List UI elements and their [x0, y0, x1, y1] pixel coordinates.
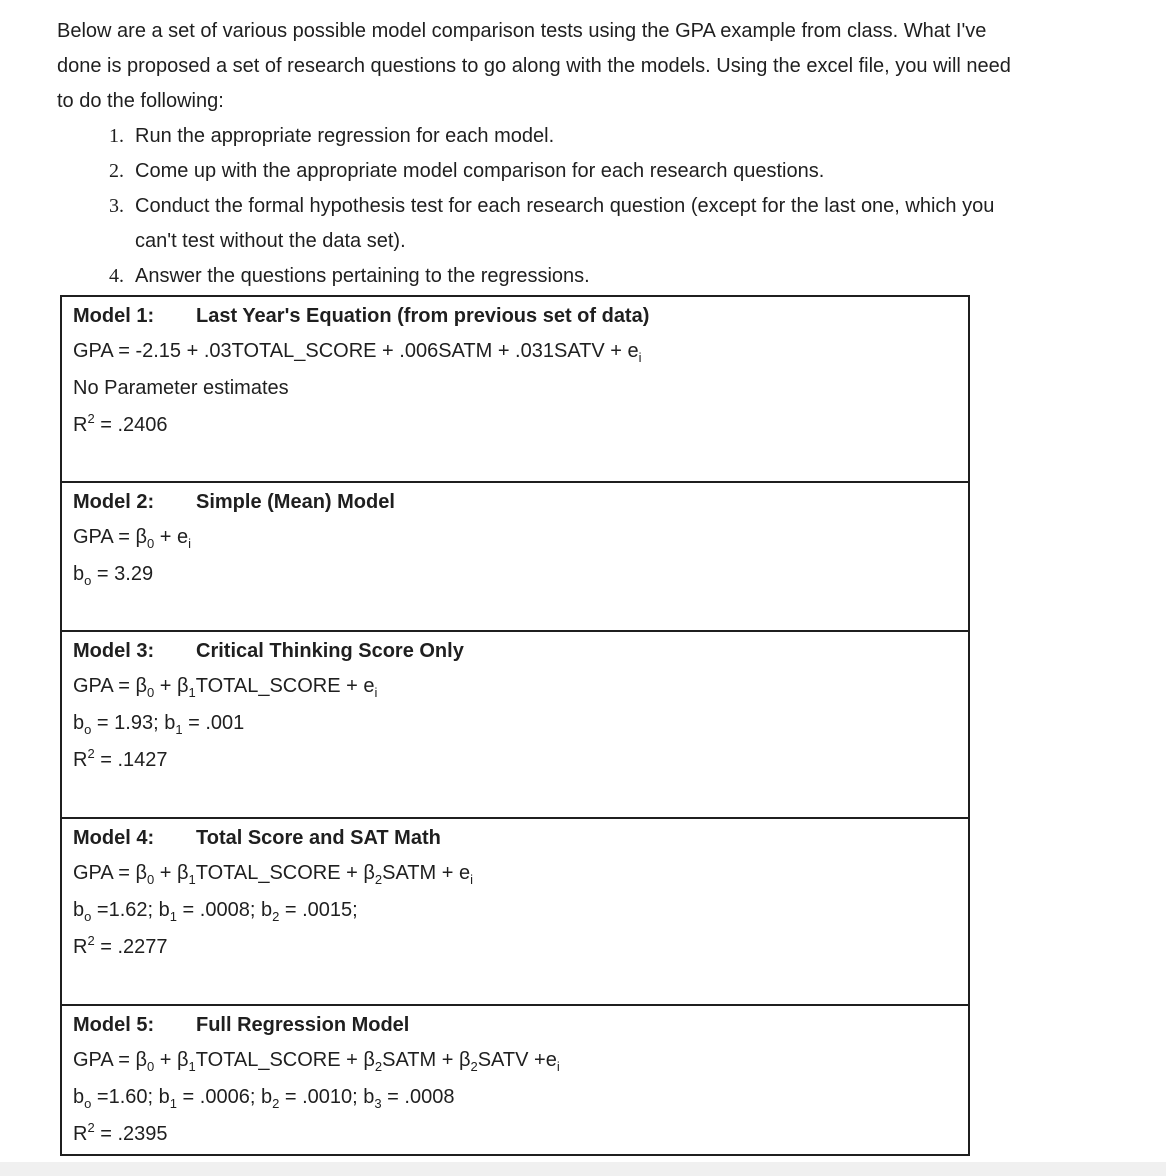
equation-text: GPA = β: [73, 526, 147, 548]
model-equation: [73, 668, 958, 705]
list-text: [135, 189, 1147, 259]
equation-text: TOTAL_SCORE + β: [195, 862, 375, 884]
r-squared: [73, 929, 958, 966]
model-4-cell: [62, 817, 968, 1004]
r2-label: R: [73, 1123, 88, 1145]
model-5-cell: [62, 1004, 968, 1154]
equation-text: TOTAL_SCORE + e: [195, 675, 375, 697]
parameter-estimates: [73, 1079, 958, 1116]
model-label: Model 4:: [73, 827, 155, 849]
model-2-cell: [62, 481, 968, 630]
equation-text: GPA = β: [73, 1049, 147, 1071]
superscript: 2: [87, 1120, 95, 1135]
model-equation: [73, 519, 958, 556]
parameter-estimates: [73, 556, 958, 593]
estimate-text: =1.60; b: [91, 1086, 170, 1108]
equation-text: TOTAL_SCORE + β: [195, 1049, 375, 1071]
subscript: 1: [175, 722, 183, 737]
model-equation: [73, 855, 958, 892]
list-text-line-2: can't test without the data set).: [135, 230, 406, 252]
subscript: o: [84, 909, 92, 924]
r2-value: = .1427: [94, 749, 168, 771]
subscript: 2: [470, 1059, 478, 1074]
subscript: 2: [272, 1096, 280, 1111]
subscript: 3: [374, 1096, 382, 1111]
list-number: 4.: [109, 265, 124, 287]
list-item: [109, 189, 1147, 259]
equation-text: GPA = -2.15 + .03TOTAL_SCORE + .006SATM + .031SATV + e: [73, 340, 639, 362]
model-label: Model 1:: [73, 305, 155, 327]
equation-text: SATV +e: [477, 1049, 557, 1071]
r2-value: = .2277: [94, 936, 168, 958]
intro-line-1: Below are a set of various possible model comparison tests using the GPA example from class. What I've: [57, 20, 987, 42]
subscript: 2: [272, 909, 280, 924]
subscript: 1: [188, 685, 196, 700]
r2-label: R: [73, 414, 88, 436]
intro-paragraph: [57, 14, 1147, 119]
equation-text: GPA = β: [73, 862, 147, 884]
model-label: Model 3:: [73, 640, 155, 662]
model-title: Last Year's Equation (from previous set of data): [196, 305, 650, 327]
instruction-list: [57, 119, 1147, 294]
equation-text: SATM + e: [382, 862, 471, 884]
estimate-text: = .0008: [381, 1086, 455, 1108]
subscript: 1: [188, 872, 196, 887]
subscript: i: [470, 872, 473, 887]
list-number: 1.: [109, 125, 124, 147]
equation-text: + β: [154, 862, 189, 884]
intro-line-2: done is proposed a set of research questions to go along with the models. Using the excel file, you will need: [57, 55, 1011, 77]
parameter-estimates: [73, 705, 958, 742]
parameter-estimates: [73, 892, 958, 929]
subscript: 1: [169, 909, 177, 924]
model-equation: [73, 1042, 958, 1079]
r2-value: = .2395: [94, 1123, 168, 1145]
model-title: Full Regression Model: [196, 1014, 410, 1036]
estimate-text: = .001: [182, 712, 245, 734]
r-squared: [73, 742, 958, 779]
model-title: Simple (Mean) Model: [196, 491, 395, 513]
estimate-text: b: [73, 899, 85, 921]
list-item: [109, 259, 1147, 294]
estimate-text: = 1.93; b: [91, 712, 176, 734]
subscript: 0: [146, 1059, 155, 1074]
subscript: 1: [169, 1096, 177, 1111]
superscript: 2: [87, 746, 95, 761]
model-heading: [73, 1010, 958, 1042]
subscript: 0: [146, 872, 155, 887]
list-text: Run the appropriate regression for each model.: [135, 125, 555, 147]
r2-label: R: [73, 936, 88, 958]
model-heading: [73, 823, 958, 855]
subscript: 0: [146, 685, 155, 700]
models-table: [60, 295, 970, 1156]
r-squared: [73, 1116, 958, 1153]
model-equation: [73, 333, 958, 370]
model-title: Critical Thinking Score Only: [196, 640, 464, 662]
estimate-text: =1.62; b: [91, 899, 170, 921]
list-number: 3.: [109, 195, 124, 217]
parameter-estimates: No Parameter estimates: [73, 377, 289, 399]
estimate-text: b: [73, 712, 85, 734]
subscript: o: [84, 722, 92, 737]
document-page: [57, 14, 1147, 294]
list-text: Answer the questions pertaining to the regressions.: [135, 265, 590, 287]
subscript: i: [374, 685, 378, 700]
subscript: 2: [374, 872, 383, 887]
superscript: 2: [87, 933, 95, 948]
list-text: Come up with the appropriate model comparison for each research questions.: [135, 160, 825, 182]
estimate-text: = .0010; b: [279, 1086, 375, 1108]
list-text-line-1: Conduct the formal hypothesis test for each research question (except for the last one, which you: [135, 195, 995, 217]
model-heading: [73, 487, 958, 519]
subscript: i: [556, 1059, 560, 1074]
subscript: 0: [146, 536, 155, 551]
equation-text: GPA = β: [73, 675, 147, 697]
estimate-text: b: [73, 1086, 85, 1108]
equation-text: + β: [154, 675, 189, 697]
subscript: i: [188, 536, 191, 551]
subscript: i: [638, 350, 642, 365]
estimate-text: = .0015;: [279, 899, 358, 921]
model-label: Model 2:: [73, 491, 155, 513]
subscript: o: [84, 1096, 92, 1111]
subscript: o: [84, 573, 92, 588]
equation-text: + β: [154, 1049, 189, 1071]
list-item: [109, 119, 1147, 154]
list-item: [109, 154, 1147, 189]
r2-label: R: [73, 749, 88, 771]
list-number: 2.: [109, 160, 124, 182]
r2-value: = .2406: [94, 414, 168, 436]
model-label: Model 5:: [73, 1014, 155, 1036]
model-1-cell: [62, 297, 968, 481]
equation-text: + e: [154, 526, 189, 548]
superscript: 2: [87, 411, 95, 426]
estimate-text: b: [73, 563, 85, 585]
model-3-cell: [62, 630, 968, 817]
subscript: 2: [374, 1059, 383, 1074]
model-title: Total Score and SAT Math: [196, 827, 441, 849]
intro-line-3: to do the following:: [57, 90, 224, 112]
subscript: 1: [188, 1059, 196, 1074]
equation-text: SATM + β: [382, 1049, 471, 1071]
model-heading: [73, 301, 958, 333]
estimate-text: = 3.29: [91, 563, 154, 585]
r-squared: [73, 407, 958, 444]
estimate-text: = .0008; b: [177, 899, 273, 921]
page-bottom-edge: [0, 1162, 1166, 1176]
model-heading: [73, 636, 958, 668]
estimate-text: = .0006; b: [177, 1086, 273, 1108]
